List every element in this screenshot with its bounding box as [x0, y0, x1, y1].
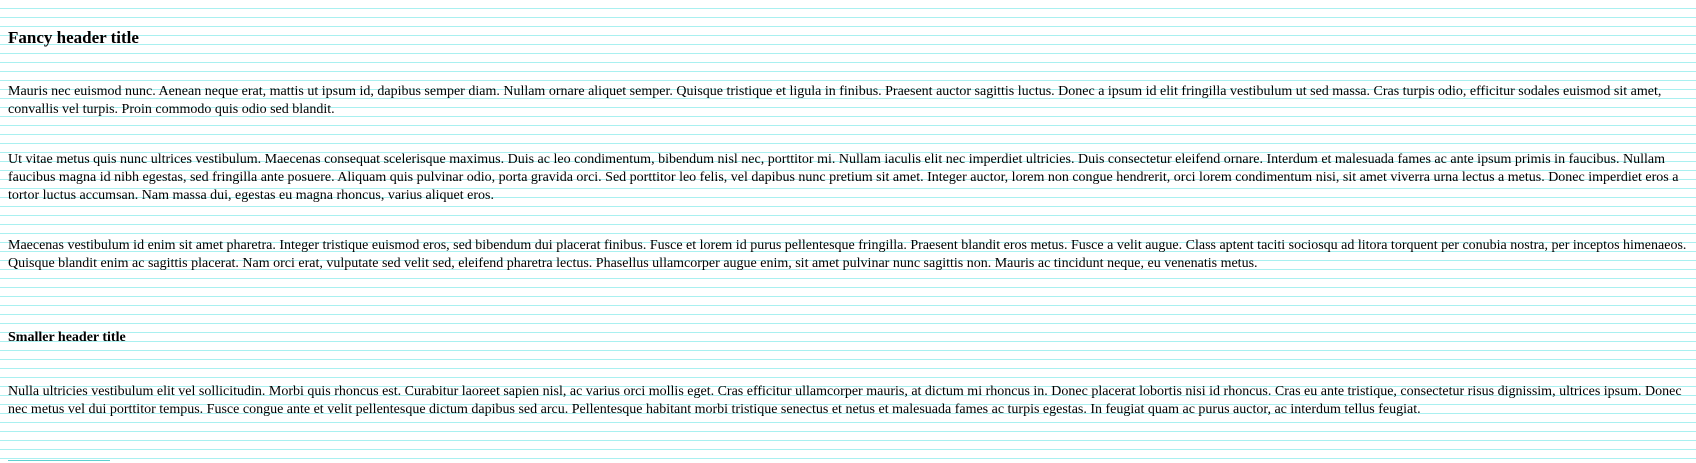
- paragraph-1: Mauris nec euismod nunc. Aenean neque erat, mattis ut ipsum id, dapibus semper diam. Nullam ornare aliquet semper. Quisque tristique et ligula in finibus. Praesent auctor sagittis luctus. Donec a ipsum id elit fringilla vestibulum ut sed massa. Cras turpis odio, efficitur sodales euismod sit amet, convallis vel turpis. Proin commodo quis odio sed blandit.: [8, 84, 1662, 117]
- paragraph-2: Ut vitae metus quis nunc ultrices vestibulum. Maecenas consequat scelerisque maximus. Duis ac leo condimentum, bibendum nisl nec, porttitor mi. Nullam iaculis elit nec imperdiet ultricies. Duis consectetur eleifend ornare. Interdum et malesuada fames ac ante ipsum primis in faucibus. Nullam faucibus magna id nibh egestas, sed fringilla ante posuere. Aliquam quis pulvinar odio, porta gravida orci. Sed porttitor leo felis, vel dapibus nunc pretium sit amet. Integer auctor, lorem non congue hendrerit, orci lorem condimentum nisi, sit amet viverra urna lectus a metus. Donec imperdiet eros a tortor luctus accumsan. Nam massa dui, egestas eu magna rhoncus, varius aliquet eros.: [8, 152, 1679, 203]
- paragraph-4: Nulla ultricies vestibulum elit vel sollicitudin. Morbi quis rhoncus est. Curabitur laoreet sapien nisl, ac varius orci mollis eget. Cras efficitur ullamcorper mauris, at dictum mi rhoncus in. Donec placerat lobortis nisi id rhoncus. Cras eu ante tristique, consectetur risus dignissim, ultrices ipsum. Donec nec metus vel dui porttitor tempus. Fusce congue ante et velit pellentesque dictum dapibus sed arcu. Pellentesque habitant morbi tristique senectus et netus et malesuada fames ac turpis egestas. In feugiat quam ac purus auctor, ac interdum tellus feugiat.: [8, 384, 1682, 417]
- page-title: Fancy header title: [8, 28, 139, 47]
- horizontal-divider: [8, 460, 110, 461]
- section-title: Smaller header title: [8, 330, 126, 345]
- paragraph-3: Maecenas vestibulum id enim sit amet pharetra. Integer tristique euismod eros, sed bibendum dui placerat finibus. Fusce et lorem id purus pellentesque fringilla. Praesent blandit eros metus. Fusce a velit augue. Class aptent taciti sociosqu ad litora torquent per conubia nostra, per inceptos himenaeos. Quisque blandit enim ac sagittis placerat. Nam orci erat, vulputate sed velit sed, eleifend pharetra lectus. Phasellus ullamcorper augue enim, sit amet pulvinar nunc sagittis non. Mauris ac tincidunt neque, eu venenatis metus.: [8, 238, 1687, 271]
